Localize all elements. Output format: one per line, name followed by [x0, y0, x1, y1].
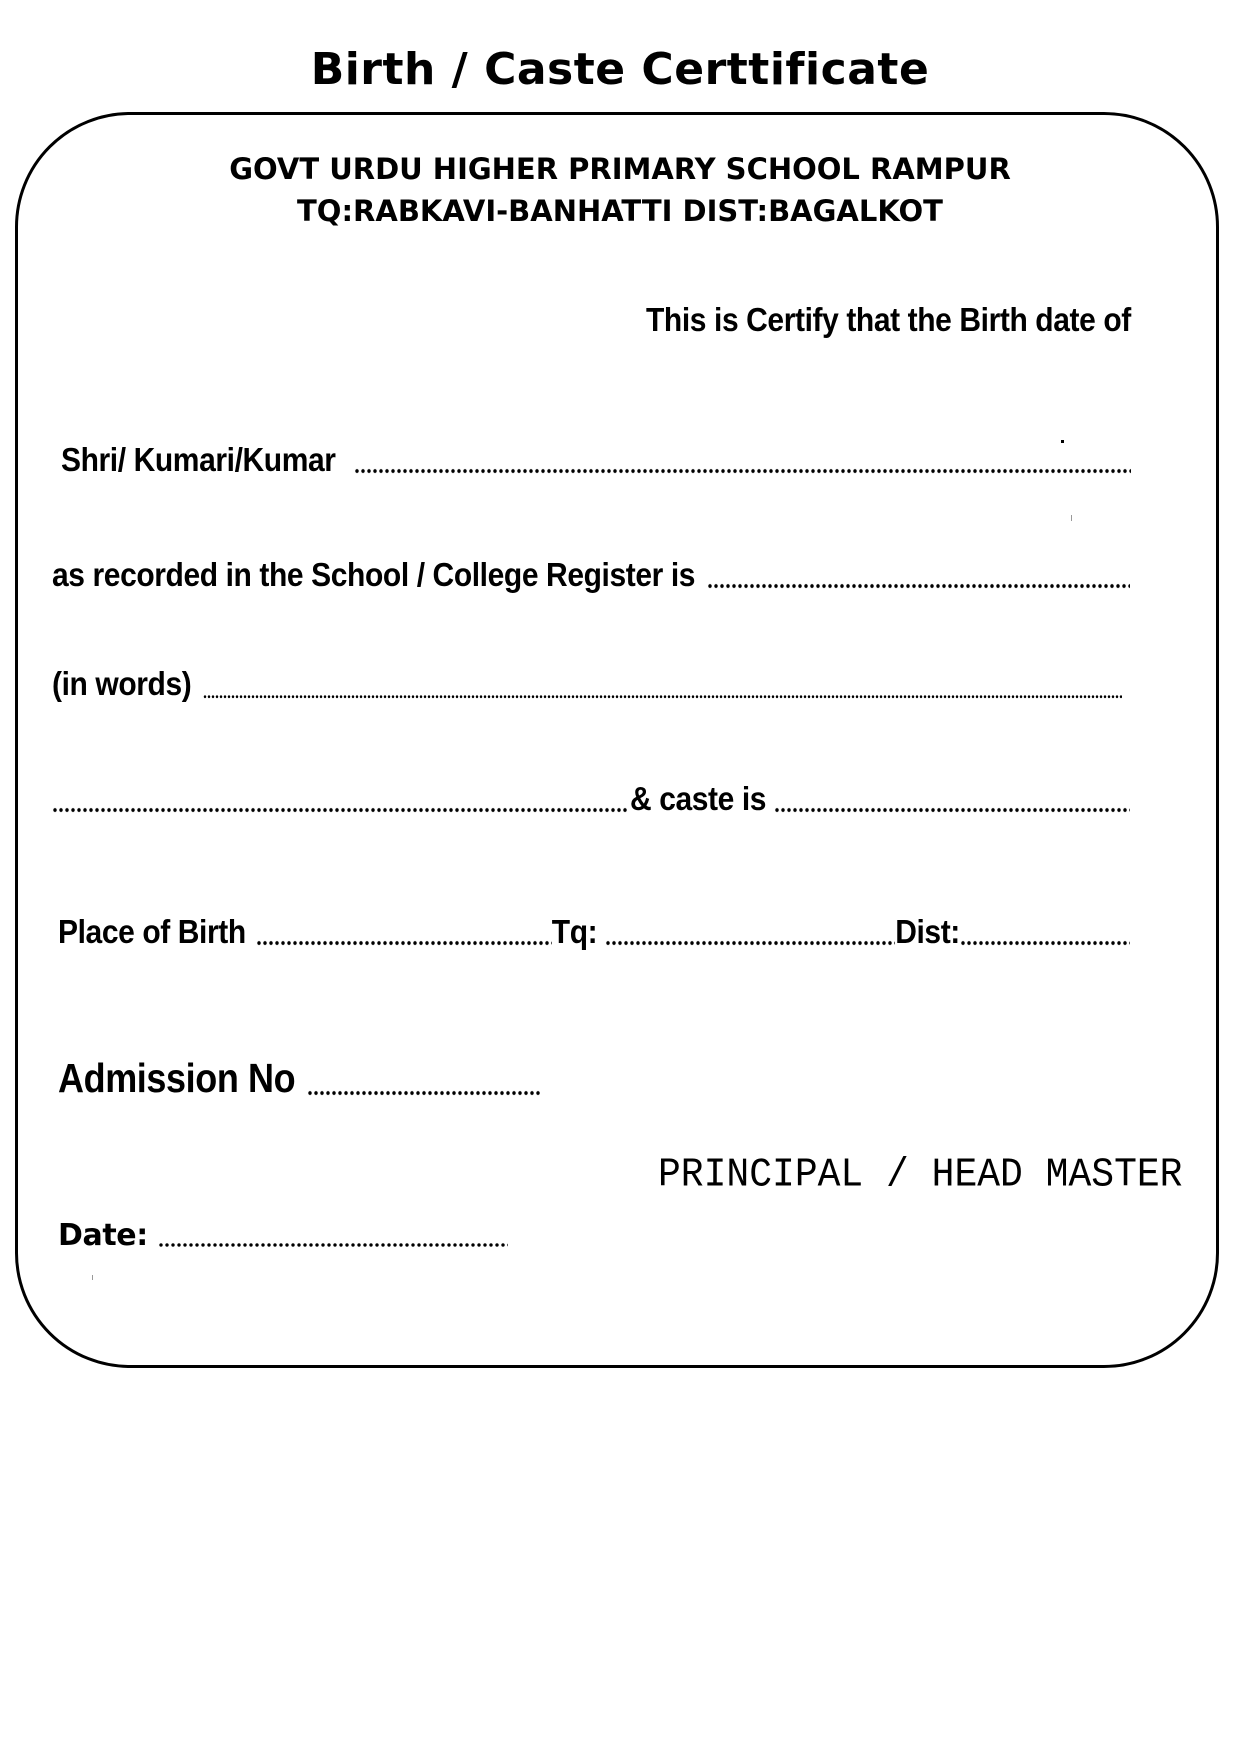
place-blank[interactable] [256, 941, 552, 945]
name-blank[interactable] [354, 469, 1131, 473]
date-line [58, 1218, 508, 1253]
dist-blank[interactable] [960, 941, 1130, 945]
admission-blank[interactable] [307, 1091, 541, 1095]
caste-line [52, 781, 1130, 819]
admission-line [58, 1055, 541, 1102]
register-label: as recorded in the School / College Register is [52, 556, 696, 594]
school-name: GOVT URDU HIGHER PRIMARY SCHOOL RAMPUR [229, 152, 1011, 186]
birth-date-words-blank[interactable] [203, 695, 1122, 698]
scan-speck [1061, 440, 1064, 443]
words-label: (in words) [52, 665, 192, 703]
name-line [61, 442, 1131, 480]
tq-blank[interactable] [605, 941, 895, 945]
signatory-label: PRINCIPAL / HEAD MASTER [658, 1152, 1183, 1199]
scan-speck [92, 1275, 93, 1280]
name-label: Shri/ Kumari/Kumar [61, 441, 336, 479]
birth-date-blank[interactable] [707, 584, 1130, 588]
admission-label: Admission No [58, 1054, 296, 1101]
certify-statement [646, 302, 1131, 340]
school-address: TQ:RABKAVI-BANHATTI DIST:BAGALKOT [297, 194, 943, 228]
caste-blank[interactable] [774, 808, 1130, 812]
date-label: Date: [58, 1218, 148, 1253]
certify-text: This is Certify that the Birth date of [646, 301, 1131, 339]
birth-date-words-continued-blank[interactable] [52, 808, 628, 812]
date-blank[interactable] [158, 1243, 508, 1247]
words-line [52, 666, 1122, 704]
tq-label: Tq: [551, 913, 598, 951]
place-label: Place of Birth [58, 913, 246, 951]
certificate-title: Birth / Caste Certtificate [310, 44, 930, 95]
register-line [52, 557, 1130, 595]
birth-place-line [58, 914, 1130, 952]
scan-speck [1071, 515, 1072, 521]
caste-label: & caste is [630, 780, 767, 818]
dist-label: Dist: [895, 913, 960, 951]
